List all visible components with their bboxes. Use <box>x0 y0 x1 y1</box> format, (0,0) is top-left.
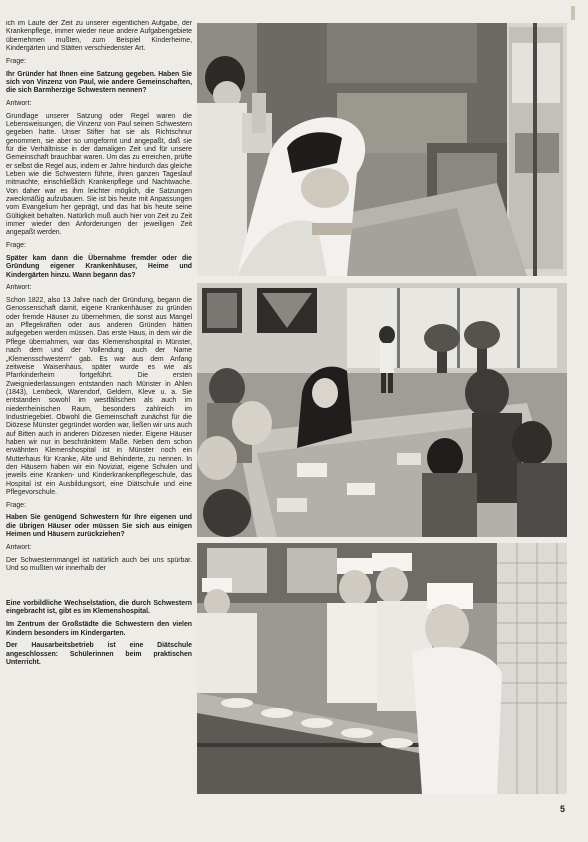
body-paragraph: ich im Laufe der Zeit zu unserer eigentlichen Aufgabe, der Krankenpflege, immer wieder neue andere Aufgabengebiete übernehmen mußten, zum Beispiel Kinderheime, Kindergärten und Stätten verschiedenster Art. <box>6 20 192 53</box>
qa-label: Frage: <box>6 501 26 509</box>
photo-1-image <box>197 23 567 276</box>
question-paragraph: Eine vorbildliche Wechselstation, die durch Schwestern eingebracht ist, gibt es im Klemenshospital. <box>6 600 192 616</box>
qa-label: Antwort: <box>6 543 32 551</box>
margin-mark <box>571 6 575 20</box>
spacer <box>6 578 192 596</box>
body-paragraph: Grundlage unserer Satzung oder Regel waren die Lebensweisungen, die Vinzenz von Paul seinen Schwestern gegeben hatte. Unser Stifter hat sie als Richtschnur genommen, sie aber so umgeformt und angepaßt, daß sie für die Verhältnisse in der damaligen Zeit und für unsere Gemeinschaft brauchbar waren. Um das zu erreichen, prüfte er selbst die Regel aus, indem er Jahre hindurch das gleiche Leben wie die Schwestern führte, ihren ganzen Tageslauf mitmachte, einschließlich Krankenpflege und Nachtwache. Von daher war es ihm leichter möglich, die Satzungen zweckmäßig aufzubauen. Sie ist bis heute mit Anpassungen vom Evangelium her geprägt, und das hat bis heute seine Gültigkeit behalten. Natürlich muß auch hier von Zeit zu Zeit immer wieder den Anforderungen der jeweiligen Zeit angepaßt werden. <box>6 112 192 237</box>
photo-2-image <box>197 283 567 537</box>
question-paragraph: Später kam dann die Übernahme fremder oder die Gründung eigener Krankenhäuser, Heime und Kindergärten hinzu. Wann begann das? <box>6 254 192 279</box>
photo-3-image <box>197 543 567 794</box>
question-paragraph: Im Zentrum der Großstädte die Schwestern den vielen Kindern besonders im Kindergarten. <box>6 621 192 637</box>
qa-label: Frage: <box>6 57 26 65</box>
qa-label: Antwort: <box>6 99 32 107</box>
photo-nursing-class <box>197 543 567 794</box>
photo-kindergarten <box>197 283 567 537</box>
photo-nurse-and-nun <box>197 23 567 276</box>
body-paragraph: Der Schwesternmangel ist natürlich auch bei uns spürbar. Und so mußten wir innerhalb der <box>6 556 192 572</box>
question-paragraph: Der Hausarbeitsbetrieb ist eine Diätschule angeschlossen: Schülerinnen beim praktischen Unterricht. <box>6 642 192 666</box>
question-paragraph: Haben Sie genügend Schwestern für Ihre eigenen und die übrigen Häuser oder müssen Sie sich aus einigen Heimen und Häusern zurückziehen? <box>6 514 192 539</box>
question-paragraph: Ihr Gründer hat Ihnen eine Satzung gegeben. Haben Sie sich von Vinzenz von Paul, wie andere Gemeinschaften, die sich Barmherzige Schwestern nennen? <box>6 70 192 95</box>
article-text-column <box>6 20 192 820</box>
page-number: 5 <box>560 804 566 814</box>
qa-label: Frage: <box>6 242 26 250</box>
qa-label: Antwort: <box>6 284 32 292</box>
body-paragraph: Schon 1822, also 13 Jahre nach der Gründung, begann die Genossenschaft damit, eigene Krankenhäuser zu gründen oder fremde Häuser zu übernehmen, die sonst aus Mangel an Pflegekräften oder aus anderen Gründen hätten aufgegeben werden müssen. Das erste Haus, in dem wir die Pflege übernahmen, war das Klemenshospital in Münster, nach dem und der Vollendung auch der Name „Klemensschwestern“ gab. Es war aus dem Anfang zeitweise Waisenhaus, später wurde es wie als Pfarrkinderheim fortgeführt. Die ersten Zweigniederlassungen entstanden nach Münster in Ahlen (1843), Lembeck, Warendorf, Geldern, Kleve u. a. Sie entstanden sowohl im westfälischen als auch im niederrheinischen Raum, besonders zahlreich im Industriegebiet. Obwohl die Gemeinschaft zunächst für die Diözese Münster gegründet worden war, ließen wir uns auch auf Bitten auch in anderen Diözesen nieder. Eigene Häuser haben wir nur in beschränktem Maße. Neben dem schon erwähnten Klemenshospital ist in Münster noch ein Mutterhaus für Kranke, Alte und Behinderte, zu nennen. In den Häusern haben wir ein Noviziat, eigene Schulen und jeweils eine Kranken- und Kinderkrankenpflegeschule, das Hospital ist ein Ausbildungsort, eine Diätschule und eine Pflegevorschule. <box>6 297 192 496</box>
